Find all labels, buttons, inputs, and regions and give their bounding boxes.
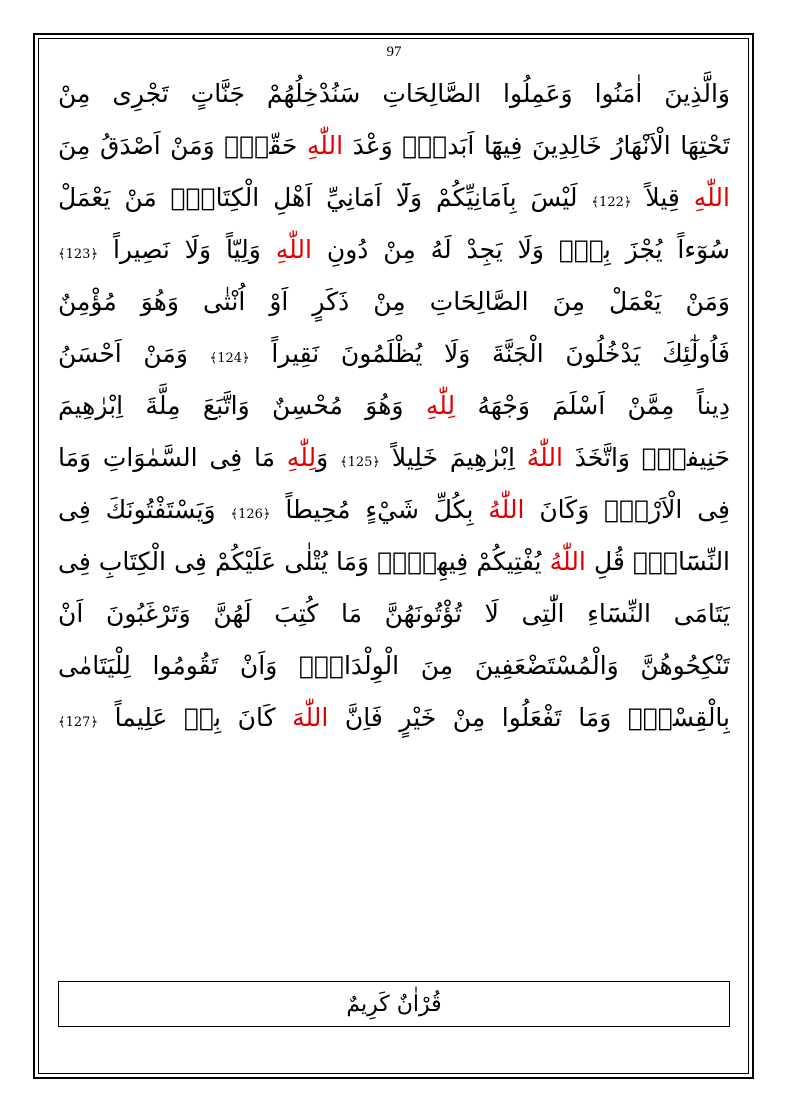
verse-number: ﴿123﴾: [58, 247, 99, 262]
verse-line: [58, 432, 730, 484]
divine-name: لِلّٰهِ: [286, 443, 317, 472]
verse-line: [58, 588, 730, 640]
divine-name: اللّٰهِ: [306, 131, 344, 160]
verse-text: حَنِيفاًۜ وَاتَّخَذَ: [562, 443, 730, 472]
verse-text: وَالَّذِينَ اٰمَنُوا وَعَمِلُوا الصَّالِحَاتِ سَنُدْخِلُهُمْ جَنَّاتٍ تَجْرِى مِنْ: [58, 79, 730, 108]
verse-line: [58, 68, 730, 120]
verse-text: وَلِيّاً وَلَا نَصِيراً: [98, 235, 276, 264]
verse-number: ﴿122﴾: [591, 195, 632, 210]
verse-text: وَيَسْتَفْتُونَكَ فِى: [58, 495, 231, 524]
divine-name: اللّٰهَ: [292, 703, 329, 732]
verse-text: قِيلاً: [631, 183, 694, 212]
divine-name: لِلّٰهِ: [425, 391, 456, 420]
footer-title: قُرْاٰنٌ كَرِيمٌ: [346, 991, 442, 1017]
verse-number: ﴿125﴾: [339, 455, 381, 470]
verse-text: بِكُلِّ شَيْءٍ مُحِيطاً: [270, 495, 489, 524]
verse-text: وَ: [316, 443, 340, 472]
verse-text: لَيْسَ بِاَمَانِيِّكُمْ وَلَٓا اَمَانِيِّ اَهْلِ الْكِتَابِۜ مَنْ يَعْمَلْ: [58, 183, 592, 212]
divine-name: اللّٰهُ: [549, 547, 586, 576]
verse-number: ﴿124﴾: [209, 351, 250, 366]
verse-number: ﴿127﴾: [58, 715, 99, 730]
verse-line: [58, 484, 730, 536]
verse-text: دِيناً مِمَّنْ اَسْلَمَ وَجْهَهُ: [455, 391, 730, 420]
verse-text: تَحْتِهَا الْاَنْهَارُ خَالِدِينَ فِيهَٓا اَبَداًۜ وَعْدَ: [343, 131, 730, 160]
verse-text: يَتَامَى النِّسَٓاءِ الّٰتِى لَا تُؤْتُونَهُنَّ مَا كُتِبَ لَهُنَّ وَتَرْغَبُونَ اَنْ: [58, 599, 730, 628]
verse-line: [58, 224, 730, 276]
verse-number: ﴿126﴾: [230, 507, 271, 522]
verse-text: وَهُوَ مُحْسِنٌ وَاتَّبَعَ مِلَّةَ اِبْرٰهِيمَ: [58, 391, 426, 420]
verse-line: [58, 536, 730, 588]
verse-text: وَمَنْ يَعْمَلْ مِنَ الصَّالِحَاتِ مِنْ ذَكَرٍ اَوْ اُنْثٰى وَهُوَ مُؤْمِنٌ: [58, 287, 730, 316]
verse-line: [58, 328, 730, 380]
verse-line: [58, 380, 730, 432]
verse-text: حَقّاًۜ وَمَنْ اَصْدَقُ مِنَ: [58, 131, 307, 160]
verse-line: [58, 172, 730, 224]
verse-text: تَنْكِحُوهُنَّ وَالْمُسْتَضْعَفِينَ مِنَ الْوِلْدَانِۙ وَاَنْ تَقُومُوا لِلْيَتَامٰى: [58, 651, 730, 680]
verse-text: النِّسَٓاءِۜ قُلِ: [585, 547, 730, 576]
verse-text: اِبْرٰهِيمَ خَلِيلاً: [380, 443, 527, 472]
verse-text: يُفْتِيكُمْ فِيهِنَّۙ وَمَا يُتْلٰى عَلَيْكُمْ فِى الْكِتَابِ فِى: [58, 547, 550, 576]
verse-text: مَا فِى السَّمٰوَاتِ وَمَا: [58, 443, 287, 472]
verse-text: فِى الْاَرْضِۜ وَكَانَ: [524, 495, 730, 524]
verse-line: [58, 640, 730, 692]
verse-text: كَانَ بِهٖ عَلِيماً: [98, 703, 293, 732]
divine-name: اللّٰهِ: [275, 235, 312, 264]
verse-line: [58, 692, 730, 744]
page-number: 97: [386, 44, 402, 60]
quran-text-block: [58, 68, 730, 744]
verse-line: [58, 120, 730, 172]
verse-text: فَاُولٰٓئِكَ يَدْخُلُونَ الْجَنَّةَ وَلَا يُظْلَمُونَ نَقِيراً: [249, 339, 730, 368]
verse-line: [58, 276, 730, 328]
divine-name: اللّٰهِ: [693, 183, 730, 212]
divine-name: اللّٰهُ: [526, 443, 563, 472]
verse-text: وَمَنْ اَحْسَنُ: [58, 339, 210, 368]
divine-name: اللّٰهُ: [488, 495, 525, 524]
verse-text: سُوٓءاً يُجْزَ بِهٖۙ وَلَا يَجِدْ لَهُ مِنْ دُونِ: [311, 235, 730, 264]
verse-text: بِالْقِسْطِۜ وَمَا تَفْعَلُوا مِنْ خَيْرٍ فَاِنَّ: [328, 703, 730, 732]
footer-box: [58, 981, 730, 1027]
